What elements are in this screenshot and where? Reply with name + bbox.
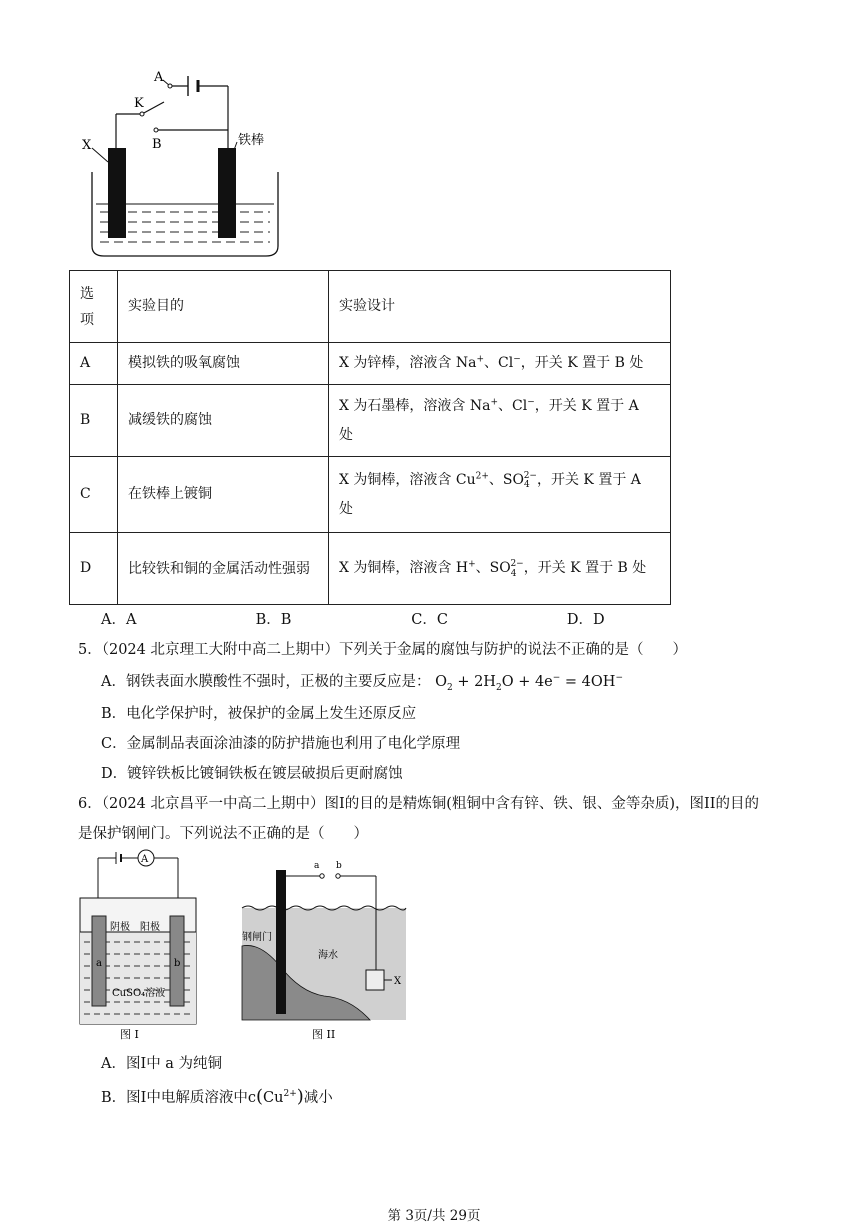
label-iron: 铁棒 [238,133,265,148]
page-footer: 第 3页/共 29页 [387,1208,481,1224]
cathode-label: 阴极 [110,922,130,933]
figure-1-diagram [76,846,200,1042]
label-x: X [82,138,92,153]
row-design: X 为铜棒，溶液含 H+、$SO_4^{2-}$，开关 K 置于 B 处 [329,533,671,605]
q6-option-a[interactable]: A．图I中 a 为纯铜 [101,1056,223,1072]
table-row [70,385,671,457]
header-design: 实验设计 [329,271,671,343]
label-a-fig1: a [96,958,102,969]
q4-option-b[interactable]: B．B [255,612,292,628]
header-purpose: 实验目的 [118,271,329,343]
row-purpose: 减缓铁的腐蚀 [118,385,329,457]
q5-option-d[interactable]: D．镀锌铁板比镀铜铁板在镀层破损后更耐腐蚀 [101,766,403,782]
q4-option-c[interactable]: C．C [411,612,448,628]
label-a: A [154,70,164,85]
table-row [70,457,671,533]
row-purpose: 在铁棒上镀铜 [118,457,329,533]
electrode-x [108,148,126,238]
row-option: A [70,343,118,385]
row-design: X 为锌棒，溶液含 Na+、Cl−，开关 K 置于 B 处 [329,343,671,385]
table-row [70,343,671,385]
steel-gate [276,870,286,1014]
seawater-label: 海水 [318,950,338,961]
q5-option-b[interactable]: B．电化学保护时，被保护的金属上发生还原反应 [101,706,417,722]
row-design: X 为石墨棒，溶液含 Na+、Cl−，开关 K 置于 A 处 [329,385,671,457]
experiment-table [69,270,671,605]
q6-option-b[interactable]: B．图I中电解质溶液中$c(Cu^{2+})$减小 [101,1086,333,1107]
gate-label: 钢闸门 [242,932,272,943]
cell-diagram [80,66,290,262]
q6-stem-line2: 是保护钢闸门。下列说法不正确的是（ ） [78,826,368,842]
q5-option-a[interactable]: A．钢铁表面水膜酸性不强时，正极的主要反应是： $O_2 + 2H_2O + 4e^- = 4OH^-$ [101,673,623,693]
figure-2-caption: 图 II [312,1028,336,1041]
q4-option-d[interactable]: D．D [566,612,605,628]
table-header-row [70,271,671,343]
label-b: B [152,137,162,152]
q6-stem-line1: 6．（2024 北京昌平一中高二上期中）图I的目的是精炼铜(粗铜中含有锌、铁、银、金等杂质)，图II的目的 [78,796,759,812]
row-purpose: 模拟铁的吸氧腐蚀 [118,343,329,385]
anode-label: 阳极 [140,922,160,933]
q4-options [101,608,605,629]
row-purpose: 比较铁和铜的金属活动性强弱 [118,533,329,605]
q5-option-c[interactable]: C．金属制品表面涂油漆的防护措施也利用了电化学原理 [101,736,461,752]
figure-2-diagram [240,846,410,1042]
row-option: D [70,533,118,605]
label-b-fig1: b [174,958,181,969]
electrode-iron [218,148,236,238]
table-row [70,533,671,605]
row-option: C [70,457,118,533]
solution-label: CuSO₄溶液 [112,988,166,999]
ammeter-label: A [141,854,149,865]
label-a-fig2: a [314,861,320,871]
label-x-fig2: X [394,976,402,987]
row-design: X 为铜棒，溶液含 $Cu^{2+}$、$SO_4^{2-}$，开关 K 置于 A 处 [329,457,671,533]
row-option: B [70,385,118,457]
q4-option-a[interactable]: A．A [101,612,137,628]
label-k: K [134,96,144,111]
q5-stem: 5．（2024 北京理工大附中高二上期中）下列关于金属的腐蚀与防护的说法不正确的是（ ） [78,642,687,658]
label-b-fig2: b [336,861,342,871]
figure-1-caption: 图 I [120,1028,139,1041]
header-option: 选项 [70,271,118,343]
